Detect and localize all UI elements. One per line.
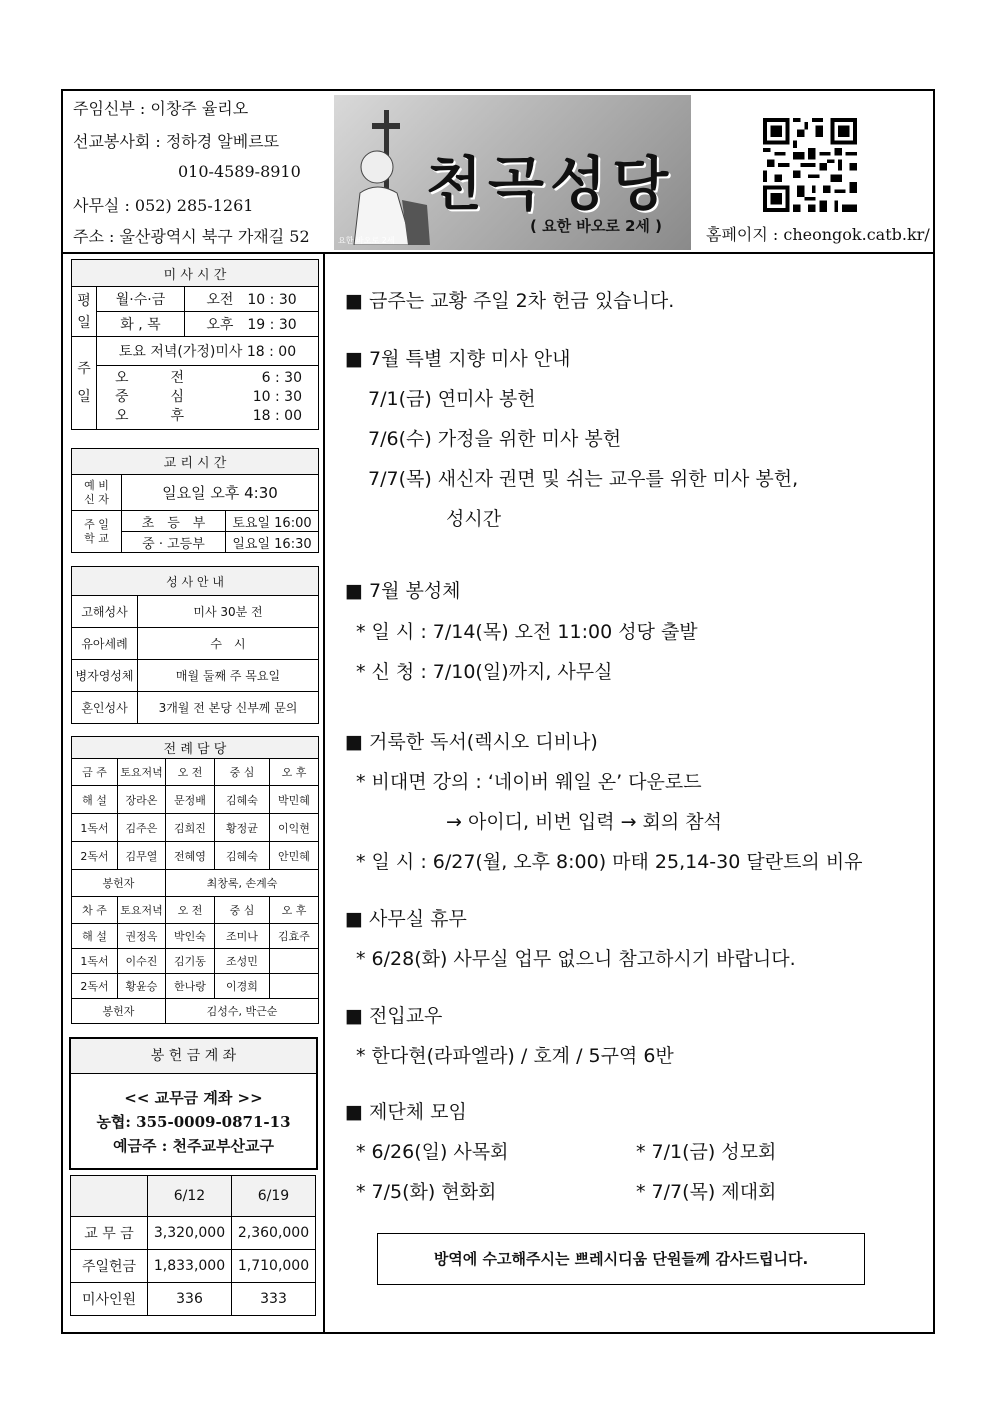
liturgy-cell: 이익현: [270, 814, 319, 842]
homepage-url[interactable]: 홈페이지 : cheongok.catb.kr/: [706, 225, 930, 244]
liturgy-cell: 김희진: [166, 814, 215, 842]
liturgy-cell: 김무열: [118, 842, 166, 870]
notice-item: * 일 시 : 6/27(월, 오후 8:00) 마태 25,14-30 달란트의 비유: [356, 851, 863, 873]
saturday-mass: 토요 저녁(가정)미사 18 : 00: [97, 337, 319, 366]
mass-times-table: [71, 259, 319, 430]
sunday-label: 주 일: [72, 337, 97, 430]
sacrament-name: 혼인성사: [72, 692, 138, 724]
sacrament-name: 고해성사: [72, 596, 138, 628]
address: 주소 : 울산광역시 북구 가재길 52: [73, 227, 310, 246]
notice-lectio: ■ 거룩한 독서(렉시오 디비나): [345, 731, 598, 753]
sacrament-value: 수 시: [138, 628, 319, 660]
liturgy-cell: 황정균: [215, 814, 270, 842]
liturgy-header: 오 전: [166, 897, 215, 924]
weekday-label: 평 일: [72, 287, 97, 337]
meeting-item: * 7/7(목) 제대회: [636, 1181, 777, 1203]
liturgy-cell: 장라온: [118, 786, 166, 814]
liturgy-role: 해 설: [72, 924, 118, 949]
sacrament-value: 매월 둘째 주 목요일: [138, 660, 319, 692]
account-box: [69, 1037, 318, 1170]
notice-communion: ■ 7월 봉성체: [345, 580, 461, 602]
liturgy-cell: 이경희: [215, 974, 270, 999]
weekday-time: 오후 19 : 30: [185, 312, 319, 337]
liturgy-cell: 김효주: [270, 924, 319, 949]
qr-code-icon[interactable]: [763, 118, 857, 212]
notice-item: * 비대면 강의 : ‘네이버 웨일 온’ 다운로드: [356, 771, 702, 793]
liturgy-cell: 이수진: [118, 949, 166, 974]
mass-times-title: 미 사 시 간: [72, 260, 319, 287]
liturgy-cell: 박인숙: [166, 924, 215, 949]
offering-label: 봉헌자: [72, 870, 166, 897]
finance-label: 교 무 금: [71, 1217, 148, 1250]
column-divider: [323, 252, 325, 1334]
notice-item: * 신 청 : 7/10(일)까지, 사무실: [356, 661, 613, 683]
school-time: 일요일 16:30: [226, 532, 319, 553]
notice-office-closed: ■ 사무실 휴무: [345, 908, 467, 930]
finance-value: 333: [232, 1283, 316, 1316]
notice-item: * 6/28(화) 사무실 업무 없으니 참고하시기 바랍니다.: [356, 948, 796, 970]
thanks-announcement: 방역에 수고해주시는 쁘레시디움 단원들께 감사드립니다.: [377, 1233, 865, 1285]
liturgy-cell: 권정옥: [118, 924, 166, 949]
liturgy-header: 오 전: [166, 759, 215, 786]
sunday-mass-name: 오 전: [115, 370, 185, 386]
header-divider: [61, 252, 935, 254]
sacrament-name: 유아세례: [72, 628, 138, 660]
weekday-days: 화 , 목: [97, 312, 185, 337]
meeting-item: * 6/26(일) 사목회: [356, 1141, 509, 1163]
liturgy-cell: 김혜숙: [215, 842, 270, 870]
finance-date: 6/19: [232, 1176, 316, 1217]
finance-label: 미사인원: [71, 1283, 148, 1316]
liturgy-table: [71, 736, 319, 1024]
finance-table: [70, 1175, 316, 1316]
sunday-masses: [97, 366, 319, 430]
weekday-time: 오전 10 : 30: [185, 287, 319, 312]
finance-corner: [71, 1176, 148, 1217]
liturgy-cell: 한나랑: [166, 974, 215, 999]
meeting-item: * 7/1(금) 성모회: [636, 1141, 777, 1163]
liturgy-role: 2독서: [72, 974, 118, 999]
liturgy-header: 토요저녁: [118, 759, 166, 786]
catechism-title: 교 리 시 간: [72, 449, 319, 475]
offering-names: 최창록, 손계숙: [166, 870, 319, 897]
sacraments-table: [71, 566, 319, 724]
sacrament-value: 미사 30분 전: [138, 596, 319, 628]
finance-date: 6/12: [148, 1176, 232, 1217]
parish-title: 천곡성당: [426, 150, 675, 218]
liturgy-title: 전 례 담 당: [72, 737, 319, 759]
finance-value: 336: [148, 1283, 232, 1316]
sacrament-value: 3개월 전 본당 신부께 문의: [138, 692, 319, 724]
office-phone: 사무실 : 052) 285-1261: [73, 196, 254, 215]
sunday-mass-time: 6 : 30: [261, 370, 302, 386]
liturgy-cell: [270, 974, 319, 999]
liturgy-header: 토요저녁: [118, 897, 166, 924]
liturgy-cell: 안민혜: [270, 842, 319, 870]
meeting-item: * 7/5(화) 현화회: [356, 1181, 497, 1203]
liturgy-header: 오 후: [270, 759, 319, 786]
liturgy-role: 2독서: [72, 842, 118, 870]
finance-value: 2,360,000: [232, 1217, 316, 1250]
photo-caption: 요한 바오로 2세: [338, 236, 395, 245]
liturgy-cell: 김혜숙: [215, 786, 270, 814]
finance-value: 1,833,000: [148, 1250, 232, 1283]
liturgy-cell: 김기동: [166, 949, 215, 974]
sunday-mass-name: 오 후: [115, 408, 185, 424]
liturgy-role: 해 설: [72, 786, 118, 814]
notice-item: 7/1(금) 연미사 봉헌: [368, 388, 536, 410]
notice-item: 성시간: [446, 508, 502, 530]
school-group: 중 · 고등부: [122, 532, 226, 553]
liturgy-header: 금 주: [72, 759, 118, 786]
council-phone: 010-4589-8910: [178, 162, 301, 181]
notice-item: * 한다현(라파엘라) / 호계 / 5구역 6반: [356, 1045, 674, 1067]
parish-subtitle: ( 요한 바오로 2세 ): [530, 217, 662, 235]
liturgy-cell: 조미나: [215, 924, 270, 949]
notice-meetings: ■ 제단체 모임: [345, 1101, 467, 1123]
liturgy-cell: 황윤승: [118, 974, 166, 999]
pope-portrait-icon: [342, 105, 432, 245]
account-holder: 예금주 : 천주교부산교구: [113, 1137, 274, 1155]
liturgy-header: 중 심: [215, 897, 270, 924]
finance-value: 3,320,000: [148, 1217, 232, 1250]
liturgy-cell: 박민혜: [270, 786, 319, 814]
school-time: 토요일 16:00: [226, 511, 319, 532]
liturgy-header: 차 주: [72, 897, 118, 924]
notice-item: 7/6(수) 가정을 위한 미사 봉헌: [368, 428, 622, 450]
sunday-mass-time: 10 : 30: [252, 389, 302, 405]
liturgy-cell: 김주은: [118, 814, 166, 842]
sunday-mass-name: 중 심: [115, 389, 185, 405]
notice-july-masses: ■ 7월 특별 지향 미사 안내: [345, 348, 571, 370]
account-heading: << 교무금 계좌 >>: [124, 1089, 263, 1107]
offering-names: 김성수, 박근순: [166, 999, 319, 1024]
notice-pope-collection: ■ 금주는 교황 주일 2차 헌금 있습니다.: [345, 290, 675, 312]
school-group: 초 등 부: [122, 511, 226, 532]
priest-name: 주임신부 : 이창주 율리오: [73, 99, 249, 118]
liturgy-cell: 전혜영: [166, 842, 215, 870]
liturgy-header: 오 후: [270, 897, 319, 924]
catechism-table: [71, 448, 319, 553]
offering-label: 봉헌자: [72, 999, 166, 1024]
liturgy-cell: 조성민: [215, 949, 270, 974]
sacrament-name: 병자영성체: [72, 660, 138, 692]
liturgy-header: 중 심: [215, 759, 270, 786]
sacraments-title: 성 사 안 내: [72, 567, 319, 596]
sunday-mass-time: 18 : 00: [252, 408, 302, 424]
finance-value: 1,710,000: [232, 1250, 316, 1283]
notice-new-members: ■ 전입교우: [345, 1005, 443, 1027]
weekday-days: 월·수·금: [97, 287, 185, 312]
pre-catechumen-label: 예 비 신 자: [72, 475, 122, 511]
pre-catechumen-time: 일요일 오후 4:30: [122, 475, 319, 511]
notice-item: → 아이디, 비번 입력 → 회의 참석: [446, 811, 723, 833]
account-title: 봉 헌 금 계 좌: [71, 1039, 316, 1074]
account-number: 농협: 355-0009-0871-13: [96, 1113, 291, 1131]
parish-banner: [334, 95, 691, 250]
finance-label: 주일헌금: [71, 1250, 148, 1283]
sunday-school-label: 주 일 학 교: [72, 511, 122, 553]
notice-item: 7/7(목) 새신자 권면 및 쉬는 교우를 위한 미사 봉헌,: [368, 468, 799, 490]
liturgy-role: 1독서: [72, 814, 118, 842]
liturgy-cell: 문정배: [166, 786, 215, 814]
council-name: 선교봉사회 : 정하경 알베르또: [73, 132, 280, 151]
liturgy-role: 1독서: [72, 949, 118, 974]
liturgy-cell: [270, 949, 319, 974]
notice-item: * 일 시 : 7/14(목) 오전 11:00 성당 출발: [356, 621, 698, 643]
